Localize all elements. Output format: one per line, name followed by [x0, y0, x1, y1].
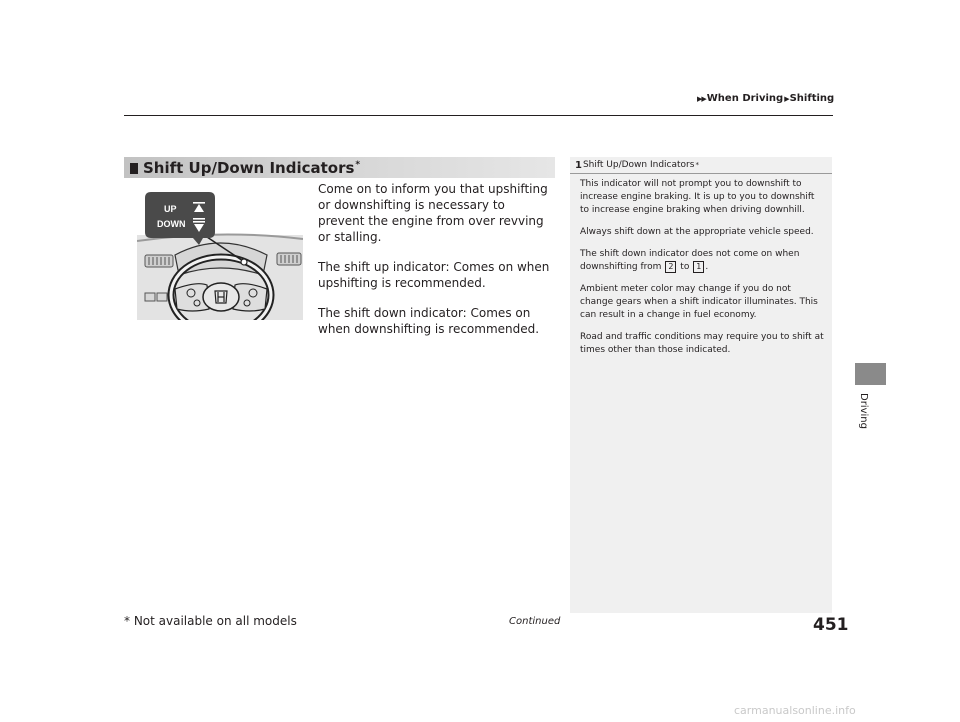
left-vent-icon: [145, 255, 173, 267]
sidebar-header: [570, 157, 832, 174]
body-paragraph-1: Come on to inform you that upshifting or downshifting is necessary to prevent the engine from over revving or stalling.: [318, 182, 548, 244]
footnote: * Not available on all models: [124, 614, 297, 628]
callout-down-label: DOWN: [157, 219, 186, 229]
breadcrumb: [696, 93, 834, 104]
sidebar-paragraph-3-text: The shift down indicator does not come on when downshifting from: [580, 249, 800, 272]
sidebar-body: [570, 174, 832, 357]
breadcrumb-item-shifting[interactable]: Shifting: [789, 93, 835, 104]
header-rule: [124, 115, 833, 116]
callout-pointer-dot: [241, 259, 247, 265]
page-number: 451: [813, 615, 849, 635]
sidebar-paragraph-2: Always shift down at the appropriate vehicle speed.: [580, 227, 814, 237]
body-paragraph-3: The shift down indicator: Comes on when downshifting is recommended.: [318, 306, 540, 336]
gear-2-key: 2: [665, 261, 676, 273]
sidebar-paragraph-5: Road and traffic conditions may require you to shift at times other than those indicated.: [580, 332, 824, 355]
section-asterisk: *: [355, 159, 361, 170]
continued-label: Continued: [509, 616, 561, 627]
right-vent-icon: [277, 253, 301, 265]
sidebar-paragraph-3-end: .: [705, 262, 709, 272]
sidebar-asterisk: *: [695, 161, 699, 169]
section-bullet-icon: [130, 163, 138, 174]
sidebar-paragraph-3-to: to: [680, 262, 690, 272]
gear-1-key: 1: [693, 261, 704, 273]
side-label-container: [855, 393, 875, 433]
body-text: [318, 181, 550, 351]
sidebar-ref-number: 1: [575, 159, 582, 171]
sidebar-note: [570, 157, 832, 613]
section-title-wrap: [124, 159, 360, 177]
section-header: [124, 157, 555, 178]
callout-up-label: UP: [164, 204, 177, 214]
sidebar-paragraph-1: This indicator will not prompt you to downshift to increase engine braking. It is up to you to downshift to increase engine braking when driving downhill.: [580, 179, 815, 215]
breadcrumb-item-when-driving[interactable]: When Driving: [706, 93, 784, 104]
side-tab-label: Driving: [858, 393, 869, 429]
dashboard-illustration: [137, 185, 303, 320]
sidebar-paragraph-3: [580, 248, 824, 274]
arrow-icon: ▶: [784, 94, 789, 103]
double-arrow-icon: ▶▶: [697, 94, 706, 103]
sidebar-title: Shift Up/Down Indicators: [582, 160, 695, 170]
section-title: Shift Up/Down Indicators: [143, 158, 355, 177]
watermark: carmanualsonline.info: [734, 704, 856, 717]
sidebar-paragraph-4: Ambient meter color may change if you do not change gears when a shift indicator illuminates. This can result in a change in fuel economy.: [580, 284, 818, 320]
body-paragraph-2: The shift up indicator: Comes on when upshifting is recommended.: [318, 260, 550, 290]
side-tab: [855, 363, 886, 385]
